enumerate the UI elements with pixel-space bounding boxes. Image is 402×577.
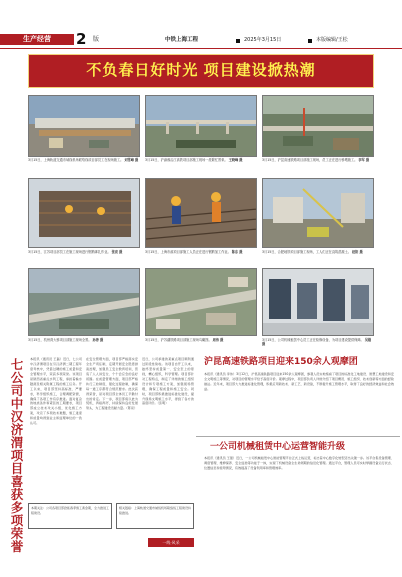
newspaper-name: 中铁上海工程 bbox=[165, 37, 199, 43]
photo-4 bbox=[28, 178, 140, 248]
caption-credit: 赵阳 摄 bbox=[351, 250, 363, 254]
caption-text: 3月15日，沪昆高速铁路项目部施工现场，员工正在进行桥墩施工。 bbox=[262, 158, 358, 162]
caption-text: 3月15日，沪苏湖铁路项目部施工现场鸟瞰图。 bbox=[145, 338, 212, 342]
article-divider bbox=[196, 436, 400, 437]
photo-1 bbox=[28, 95, 140, 157]
photo-8-image bbox=[146, 269, 257, 336]
article-column-1: 本报讯（通讯员 王磊）近日，七公司中汉济渭项目在引汉济渭二期工程年度考核中，凭借过硬的施工质量和安全管理水平，荣获多项荣誉。该项目是陕西省重点水利工程，承担着输水隧洞及相关附属工程的施工任务。开工以来，项目部坚持高标准、严要求，科学组织施工，合理调配资源，确保了各项工作有序推进。面对复杂的地质条件和紧张的工期要求，项目部成立技术攻关小组，优化施工方案，攻克了多项技术难题，施工进度和质量均得到业主和监理单位的一致认可。 bbox=[30, 357, 82, 426]
page-number: 2 bbox=[76, 30, 87, 48]
caption-credit: 李军 摄 bbox=[358, 158, 370, 162]
caption-credit: 刘雪峰 摄 bbox=[124, 158, 139, 162]
article-headline-2: 一公司机械租赁中心运营智能升级 bbox=[210, 442, 346, 452]
photo-9-caption bbox=[262, 338, 374, 346]
date-bullet-icon bbox=[236, 39, 240, 43]
article-column-2: 在安全管理方面，项目部严格落实安全生产责任制，定期开展安全隐患排查治理，加强员工安全教育培训，营造了人人讲安全、个个会应急的良好氛围。在质量管理方面，项目部严格执行三检制度，强化过程控制，确保每一道工序都符合规范要求。此次获得荣誉，是对项目部全体员工辛勤付出的肯定。下一步，项目部将以此为契机，再接再厉，持续保持良好发展势头，为工程建设贡献力量。（陈亮） bbox=[86, 357, 138, 411]
photo-3-caption bbox=[262, 158, 374, 162]
caption-credit: 张亮 摄 bbox=[111, 250, 123, 254]
caption-credit: 吴刚 摄 bbox=[262, 338, 372, 347]
photo-3-image bbox=[263, 96, 374, 157]
caption-text: 3月15日，合肥地铁项目部施工现场，工人们正在浇筑混凝土。 bbox=[262, 250, 351, 254]
article-body-1: 本报讯（通讯员 李伟）3月12日，沪昆高速铁路项目迎来150余人观摩团，参观人员实地察看了项目的标准化工地建设、智慧工地建设和安全文明施工等情况，对项目的管理水平给予高度评价。观摩过程中，项目部负责人详细介绍了项目概况、施工组织、技术创新等方面的经验做法。近年来，项目部大力推进标准化管理，积极应用新技术、新工艺、新设备，不断提升施工管理水平，取得了良好的经济效益和社会效益。 bbox=[204, 372, 394, 391]
page-suffix: 版 bbox=[93, 36, 100, 43]
photo-6-caption bbox=[262, 250, 374, 254]
photo-4-caption bbox=[28, 250, 140, 254]
info-box-2: 相关链接：上海轨道交通市域线机场联络线工程建设持续推进。 bbox=[116, 503, 194, 529]
photo-6 bbox=[262, 178, 374, 248]
caption-credit: 孙涛 摄 bbox=[92, 338, 104, 342]
photo-2-image bbox=[146, 96, 257, 157]
caption-text: 3月15日，上海轨道交通市域线机场联络线项目部员工在现场施工。 bbox=[28, 158, 124, 162]
photo-5-caption bbox=[145, 250, 257, 254]
photo-3 bbox=[262, 95, 374, 157]
photo-7-caption bbox=[28, 338, 140, 342]
photo-6-image bbox=[263, 179, 374, 248]
photo-5-image bbox=[146, 179, 257, 248]
photo-1-caption bbox=[28, 158, 140, 162]
photo-9-image bbox=[263, 269, 374, 336]
article-headline-vertical: 七公司中汉济渭项目喜获多项荣誉 bbox=[10, 357, 24, 554]
header-rule bbox=[0, 48, 402, 49]
photo-2-caption bbox=[145, 158, 257, 162]
caption-credit: 周伟 摄 bbox=[212, 338, 224, 342]
caption-text: 3月15日，江苏项目部员工在施工现场进行钢筋绑扎作业。 bbox=[28, 250, 111, 254]
photo-8 bbox=[145, 268, 257, 336]
page-editor: 本版编辑/王松 bbox=[316, 37, 348, 43]
issue-date: 2025年3月15日 bbox=[244, 37, 282, 43]
article-body-2: 本报讯（通讯员 王强）近日，一公司机械租赁中心智能管理平台正式上线运营，标志着中心数字化转型迈出关键一步。该平台集设备管理、调度管理、维修保养、安全监控等功能于一体，实现了机械设备全生命周期的信息化管理。通过平台，管理人员可实时掌握设备运行状态、位置信息和使用情况，有效提高了设备利用率和管理效率。 bbox=[204, 456, 394, 470]
photo-7-image bbox=[29, 269, 140, 336]
banner-title: 不负春日好时光 项目建设掀热潮 bbox=[86, 62, 316, 79]
article-column-3: 近日，公司承建的某重点项目顺利通过阶段性验收。该项目自开工以来，始终坚持质量第一、安全至上的原则，精心组织，科学管理。项目部针对工程特点，制定了详细的施工组织设计和专项施工方案，加强现场管理，确保工程质量和施工安全。同时，项目部积极推进标准化建设，提升现场文明施工水平，得到了各方的高度评价。（张明） bbox=[142, 357, 194, 406]
photo-4-image bbox=[29, 179, 140, 248]
caption-text: 3月15日，上海市政项目部施工人员正在进行钢筋加工作业。 bbox=[145, 250, 231, 254]
photo-9 bbox=[262, 268, 374, 336]
caption-text: 3月15日，沪渝蓉沿江高铁项目部施工现场一派繁忙景象。 bbox=[145, 158, 228, 162]
article-headline-1: 沪昆高速铁路项目迎来150余人观摩团 bbox=[204, 357, 358, 367]
caption-text: 3月15日，公司机械租赁中心员工正在检修设备，为项目建设提供保障。 bbox=[262, 338, 364, 342]
caption-text: 3月15日，杭州湾大桥项目部施工现场全景。 bbox=[28, 338, 92, 342]
photo-7 bbox=[28, 268, 140, 336]
photo-1-image bbox=[29, 96, 140, 157]
photo-8-caption bbox=[145, 338, 257, 342]
info-box-1: 本期关注：公司各项目部抢抓春季施工黄金期，全力推进工程建设。 bbox=[28, 503, 112, 529]
column-tag: 一线·风采 bbox=[148, 538, 194, 547]
section-label: 生产经营 bbox=[0, 34, 74, 45]
editor-bullet-icon bbox=[308, 39, 312, 43]
caption-credit: 陈东 摄 bbox=[231, 250, 243, 254]
photo-2 bbox=[145, 95, 257, 157]
caption-credit: 王晓峰 摄 bbox=[228, 158, 243, 162]
photo-5 bbox=[145, 178, 257, 248]
